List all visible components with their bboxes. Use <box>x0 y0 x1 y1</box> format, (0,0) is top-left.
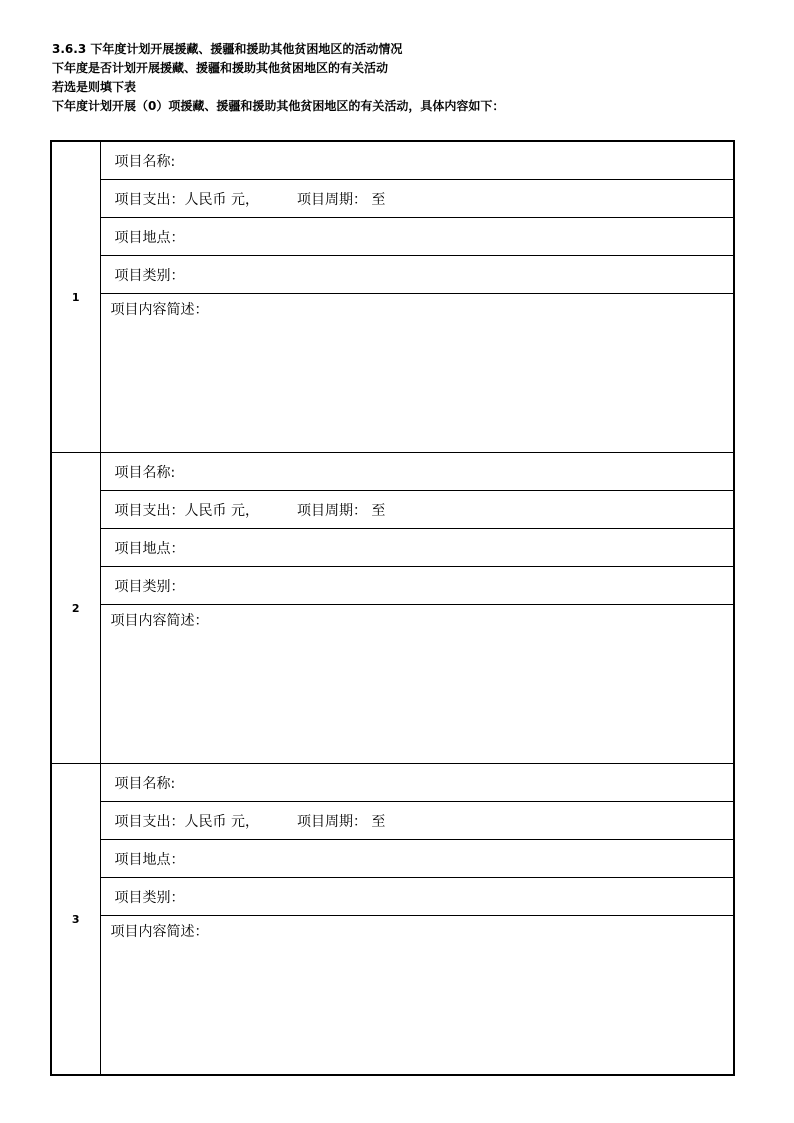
project-category-label: 项目类别： <box>114 578 185 595</box>
project-description-label: 项目内容简述： <box>110 924 209 940</box>
project-expense-field[interactable] <box>100 802 734 840</box>
project-category-field[interactable] <box>100 256 734 294</box>
project-name-label: 项目名称: <box>114 153 176 170</box>
project-3-name-row <box>51 764 734 802</box>
project-number: 3 <box>51 764 100 1076</box>
project-period-label: 项目周期： 至 <box>296 502 386 519</box>
project-description-field[interactable] <box>100 605 734 764</box>
project-category-field[interactable] <box>100 878 734 916</box>
project-location-field[interactable] <box>100 840 734 878</box>
project-location-field[interactable] <box>100 218 734 256</box>
project-category-field[interactable] <box>100 567 734 605</box>
instruction-line: 若选是则填下表 <box>52 80 137 94</box>
project-location-label: 项目地点： <box>114 851 185 868</box>
project-3-category-row <box>51 878 734 916</box>
project-category-label: 项目类别： <box>114 889 185 906</box>
page-header <box>52 40 504 116</box>
project-name-label: 项目名称: <box>114 464 176 481</box>
project-2-category-row <box>51 567 734 605</box>
section-title: 3.6.3 下年度计划开展援藏、援疆和援助其他贫困地区的活动情况 <box>52 42 403 56</box>
project-description-label: 项目内容简述： <box>110 613 209 629</box>
project-expense-field[interactable] <box>100 180 734 218</box>
project-number: 2 <box>51 453 100 764</box>
project-description-label: 项目内容简述： <box>110 302 209 318</box>
project-3-description-row <box>51 916 734 1076</box>
project-3-location-row <box>51 840 734 878</box>
project-description-field[interactable] <box>100 916 734 1076</box>
project-location-label: 项目地点： <box>114 229 185 246</box>
project-3-expense-row <box>51 802 734 840</box>
project-2-expense-row <box>51 491 734 529</box>
summary-line: 下年度计划开展（0）项援藏、援疆和援助其他贫困地区的有关活动，具体内容如下： <box>52 99 505 113</box>
project-category-label: 项目类别： <box>114 267 185 284</box>
project-period-label: 项目周期： 至 <box>296 191 386 208</box>
project-1-expense-row <box>51 180 734 218</box>
project-period-label: 项目周期： 至 <box>296 813 386 830</box>
project-name-field[interactable] <box>100 764 734 802</box>
project-name-field[interactable] <box>100 453 734 491</box>
project-1-name-row <box>51 141 734 180</box>
project-1-category-row <box>51 256 734 294</box>
projects-table <box>50 140 735 1076</box>
project-2-description-row <box>51 605 734 764</box>
project-expense-label: 项目支出：人民币 元， <box>114 191 259 208</box>
project-location-field[interactable] <box>100 529 734 567</box>
project-2-location-row <box>51 529 734 567</box>
question-line: 下年度是否计划开展援藏、援疆和援助其他贫困地区的有关活动 <box>52 61 389 75</box>
project-expense-label: 项目支出：人民币 元， <box>114 813 259 830</box>
project-expense-field[interactable] <box>100 491 734 529</box>
project-name-label: 项目名称: <box>114 775 176 792</box>
projects-table-wrapper <box>50 140 735 1075</box>
project-2-name-row <box>51 453 734 491</box>
project-description-field[interactable] <box>100 294 734 453</box>
project-number: 1 <box>51 141 100 453</box>
project-name-field[interactable] <box>100 141 734 180</box>
project-location-label: 项目地点： <box>114 540 185 557</box>
project-expense-label: 项目支出：人民币 元， <box>114 502 259 519</box>
project-1-description-row <box>51 294 734 453</box>
project-1-location-row <box>51 218 734 256</box>
